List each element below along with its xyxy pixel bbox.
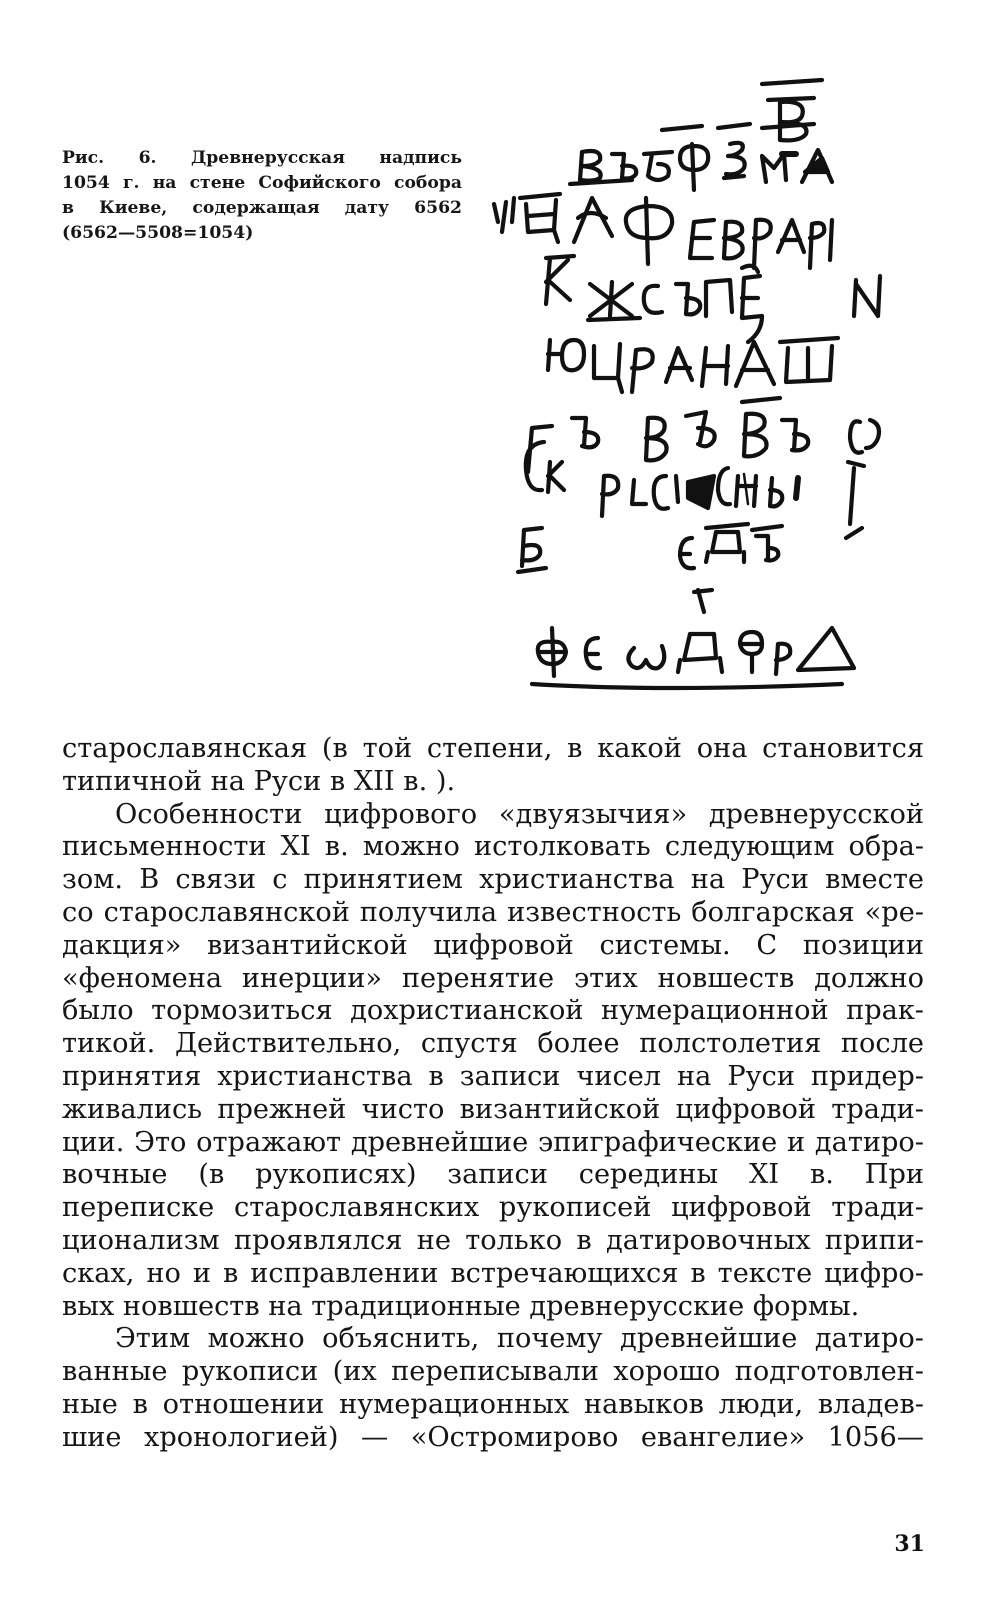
caption-line: (6562—5508=1054) <box>62 223 254 243</box>
body-text <box>62 733 924 1455</box>
inscription-drawing <box>462 72 932 700</box>
text-line: тикой. Действительно, спустя более полстолетия после <box>62 1028 924 1060</box>
caption-line: Рис. 6. Древнерусская надпись <box>62 148 462 168</box>
text-line: Этим можно объяснить, почему древнейшие датиро- <box>115 1323 924 1355</box>
text-line: живались прежней чисто византийской цифровой тради- <box>62 1093 924 1125</box>
text-line: старославянская (в той степени, в какой она становится <box>62 733 924 764</box>
text-line: Особенности цифрового «двуязычия» древнерусской <box>115 798 924 830</box>
figure-caption <box>62 146 462 246</box>
text-line: вых новшеств на традиционные древнерусские формы. <box>62 1290 860 1322</box>
page-number: 31 <box>894 1531 925 1557</box>
caption-line: 1054 г. на стене Софийского собора <box>62 173 462 193</box>
text-line: ные в отношении нумерационных навыков люди, владев- <box>62 1388 924 1420</box>
text-line: принятия христианства в записи чисел на Руси придер- <box>62 1060 924 1092</box>
text-line: шие хронологией) — «Остромирово евангелие» 1056— <box>62 1421 924 1453</box>
text-line: ционализм проявлялся не только в датировочных припи- <box>62 1224 924 1256</box>
text-line: «феномена инерции» перенятие этих новшеств должно <box>62 962 924 994</box>
inscription-svg <box>462 72 932 700</box>
text-line: переписке старославянских рукописей цифровой тради- <box>62 1192 924 1224</box>
text-line: со старославянской получила известность болгарская «ре- <box>62 896 924 928</box>
text-line: сках, но и в исправлении встречающихся в тексте цифро- <box>62 1257 924 1289</box>
text-line: дакция» византийской цифровой системы. С позиции <box>62 929 924 961</box>
text-line: типичной на Руси в XII в. ). <box>62 765 456 797</box>
text-line: письменности XI в. можно истолковать следующим обра- <box>62 831 924 863</box>
caption-line: в Киеве, содержащая дату 6562 <box>62 198 462 218</box>
text-line: ции. Это отражают древнейшие эпиграфические и датиро- <box>62 1126 924 1158</box>
text-line: зом. В связи с принятием христианства на Руси вместе <box>62 864 924 896</box>
text-line: было тормозиться дохристианской нумерационной прак- <box>62 995 924 1027</box>
text-line: ванные рукописи (их переписывали хорошо подготовлен- <box>62 1356 924 1388</box>
text-line: вочные (в рукописях) записи середины XI в. При <box>62 1159 924 1191</box>
